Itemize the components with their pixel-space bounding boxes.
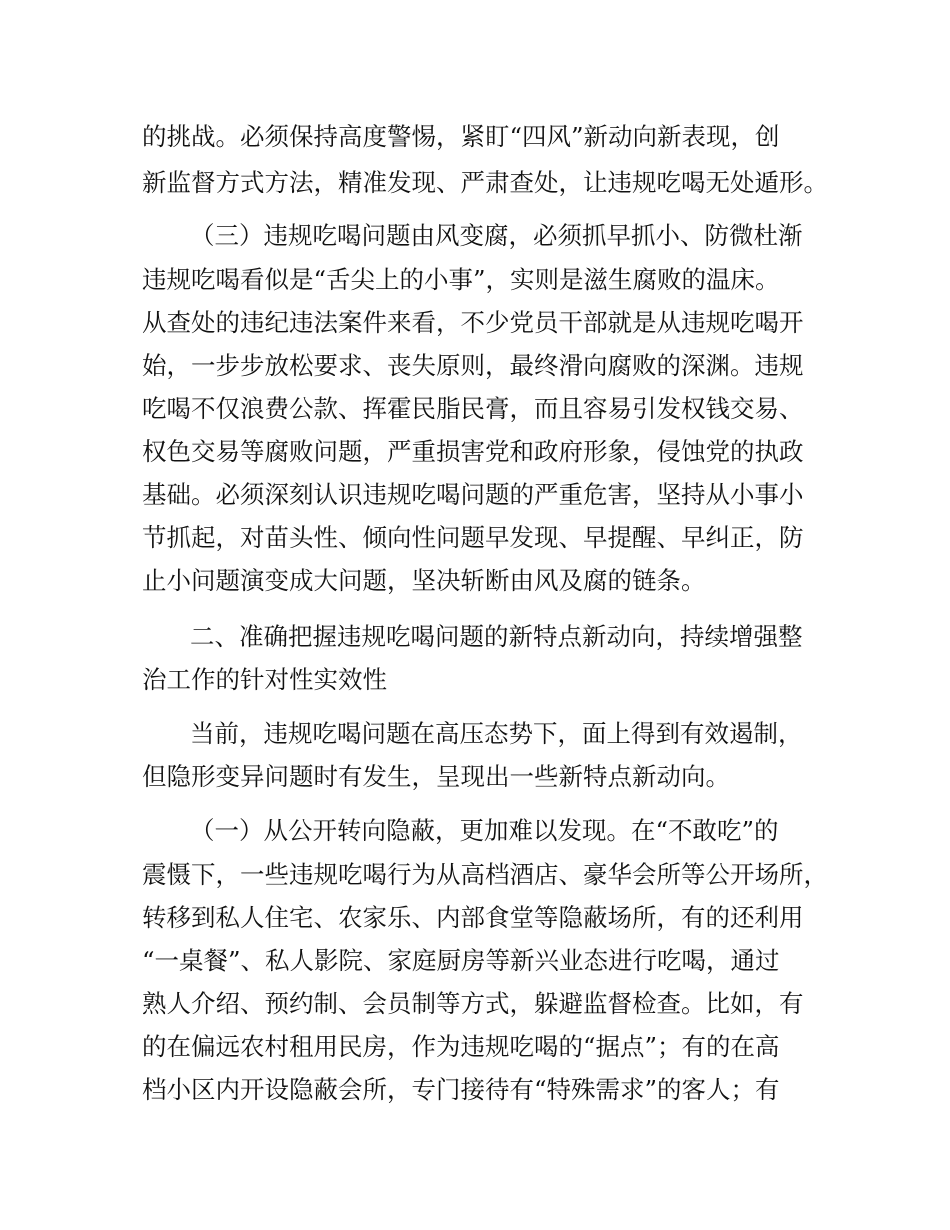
text-line-1: 的挑战。必须保持高度警惕，紧盯“四风”新动向新表现，创 bbox=[142, 122, 780, 151]
section-heading-3: （三）违规吃喝问题由风变腐，必须抓早抓小、防微杜渐 bbox=[190, 221, 803, 250]
chapter-heading-line-2: 治工作的针对性实效性 bbox=[142, 665, 387, 694]
text-line-9: 基础。必须深刻认识违规吃喝问题的严重危害，坚持从小事小 bbox=[142, 480, 804, 509]
text-line-21: 的在偏远农村租用民房，作为违规吃喝的“据点”；有的在高 bbox=[142, 1032, 780, 1061]
text-line-15: 但隐形变异问题时有发生，呈现出一些新特点新动向。 bbox=[142, 762, 730, 791]
chapter-heading-line-1: 二、准确把握违规吃喝问题的新特点新动向，持续增强整 bbox=[190, 622, 803, 651]
text-line-22: 档小区内开设隐蔽会所，专门接待有“特殊需求”的客人；有 bbox=[142, 1075, 780, 1104]
text-line-4: 违规吃喝看似是“舌尖上的小事”，实则是滋生腐败的温床。 bbox=[142, 265, 780, 294]
text-line-18: 转移到私人住宅、农家乐、内部食堂等隐蔽场所，有的还利用 bbox=[142, 903, 804, 932]
text-line-10: 节抓起，对苗头性、倾向性问题早发现、早提醒、早纠正，防 bbox=[142, 523, 804, 552]
text-line-20: 熟人介绍、预约制、会员制等方式，躲避监督检查。比如，有 bbox=[142, 989, 804, 1018]
text-line-8: 权色交易等腐败问题，严重损害党和政府形象，侵蚀党的执政 bbox=[142, 437, 804, 466]
text-line-7: 吃喝不仅浪费公款、挥霍民脂民膏，而且容易引发权钱交易、 bbox=[142, 394, 804, 423]
text-line-5: 从查处的违纪违法案件来看，不少党员干部就是从违规吃喝开 bbox=[142, 308, 804, 337]
text-line-19: “一桌餐”、私人影院、家庭厨房等新兴业态进行吃喝，通过 bbox=[142, 946, 780, 975]
text-line-17: 震慑下，一些违规吃喝行为从高档酒店、豪华会所等公开场所， bbox=[142, 860, 828, 889]
text-line-11: 止小问题演变成大问题，坚决斩断由风及腐的链条。 bbox=[142, 566, 706, 595]
text-line-14: 当前，违规吃喝问题在高压态势下，面上得到有效遏制， bbox=[190, 719, 803, 748]
text-line-6: 始，一步步放松要求、丧失原则，最终滑向腐败的深渊。违规 bbox=[142, 351, 804, 380]
text-line-2: 新监督方式方法，精准发现、严肃查处，让违规吃喝无处遁形。 bbox=[142, 168, 828, 197]
section-heading-16: （一）从公开转向隐蔽，更加难以发现。在“不敢吃”的 bbox=[190, 816, 779, 845]
